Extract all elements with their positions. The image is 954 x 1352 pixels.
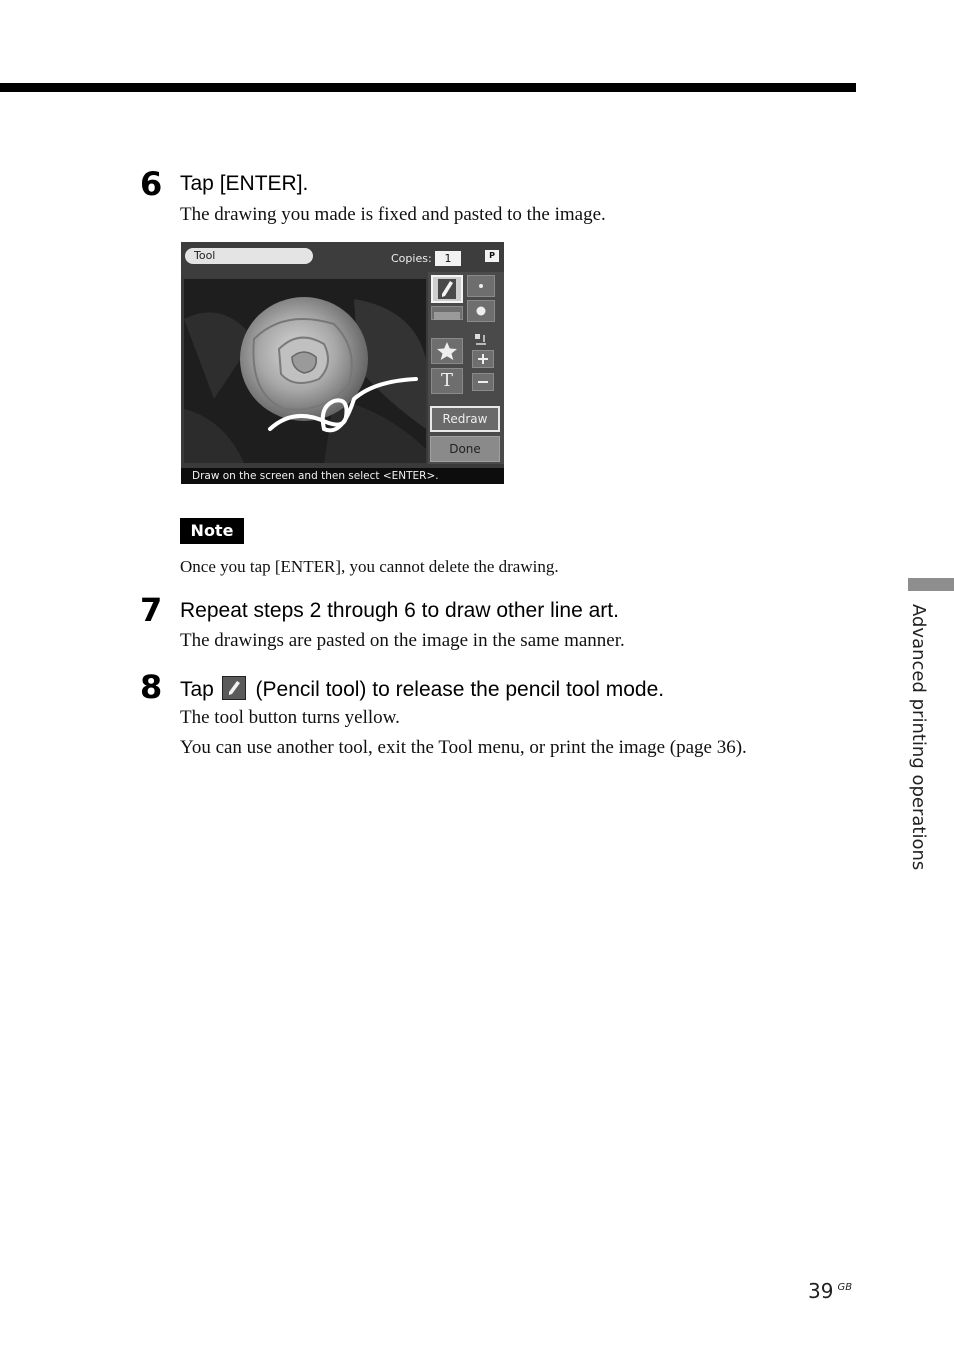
redraw-button[interactable]: Redraw [430,406,500,432]
text-icon: T [440,370,453,391]
star-stamp-icon [432,339,462,363]
copies-value[interactable]: 1 [435,251,461,266]
large-dot-icon [468,301,494,321]
pencil-icon [222,676,246,700]
tool-tab[interactable]: Tool [185,248,313,264]
small-dot-icon [468,276,494,296]
step-6-number: 6 [140,165,163,203]
rose-photo [184,279,426,463]
large-brush-button[interactable] [467,300,495,322]
text-tool-button[interactable] [431,368,463,394]
reduce-button[interactable] [472,373,494,391]
minus-icon [473,374,493,390]
top-rule [0,83,856,92]
step-8-line-2: You can use another tool, exit the Tool menu, or print the image (page 36). [180,737,747,758]
done-button[interactable]: Done [430,436,500,462]
note-badge: Note [180,518,244,544]
stamp-tool-button[interactable] [431,338,463,364]
status-bar: Draw on the screen and then select <ENTER>. [181,468,504,484]
enlarge-button[interactable] [472,350,494,368]
step-7-description: The drawings are pasted on the image in the same manner. [180,630,625,651]
plus-icon [473,351,493,367]
eraser-tool-button[interactable] [431,306,463,320]
section-side-label: Advanced printing operations [908,604,929,871]
p-badge: P [485,250,499,262]
step-8-number: 8 [140,668,163,706]
eraser-icon [432,310,462,322]
step-6-description: The drawing you made is fixed and pasted to the image. [180,204,606,225]
copies-label: Copies: [391,252,432,265]
step-6-title: Tap [ENTER]. [180,172,309,195]
page-number-value: 39 [808,1279,834,1303]
pencil-icon [433,277,461,301]
resize-icon [474,332,488,346]
step-8-title-before: Tap [180,678,214,701]
section-tab-marker [908,578,954,591]
pencil-tool-button[interactable] [431,275,463,303]
small-brush-button[interactable] [467,275,495,297]
note-text: Once you tap [ENTER], you cannot delete the drawing. [180,557,559,576]
tool-side-panel [428,272,504,464]
page-number [808,1279,852,1303]
step-8-title-after: (Pencil tool) to release the pencil tool mode. [255,678,665,701]
step-8-title [180,676,664,702]
step-7-title: Repeat steps 2 through 6 to draw other line art. [180,599,619,622]
step-8-line-1: The tool button turns yellow. [180,707,400,728]
rose-photo-drawing [184,279,426,463]
printer-screen-screenshot [181,242,504,484]
step-7-number: 7 [140,591,163,629]
page-number-suffix: GB [837,1282,853,1293]
